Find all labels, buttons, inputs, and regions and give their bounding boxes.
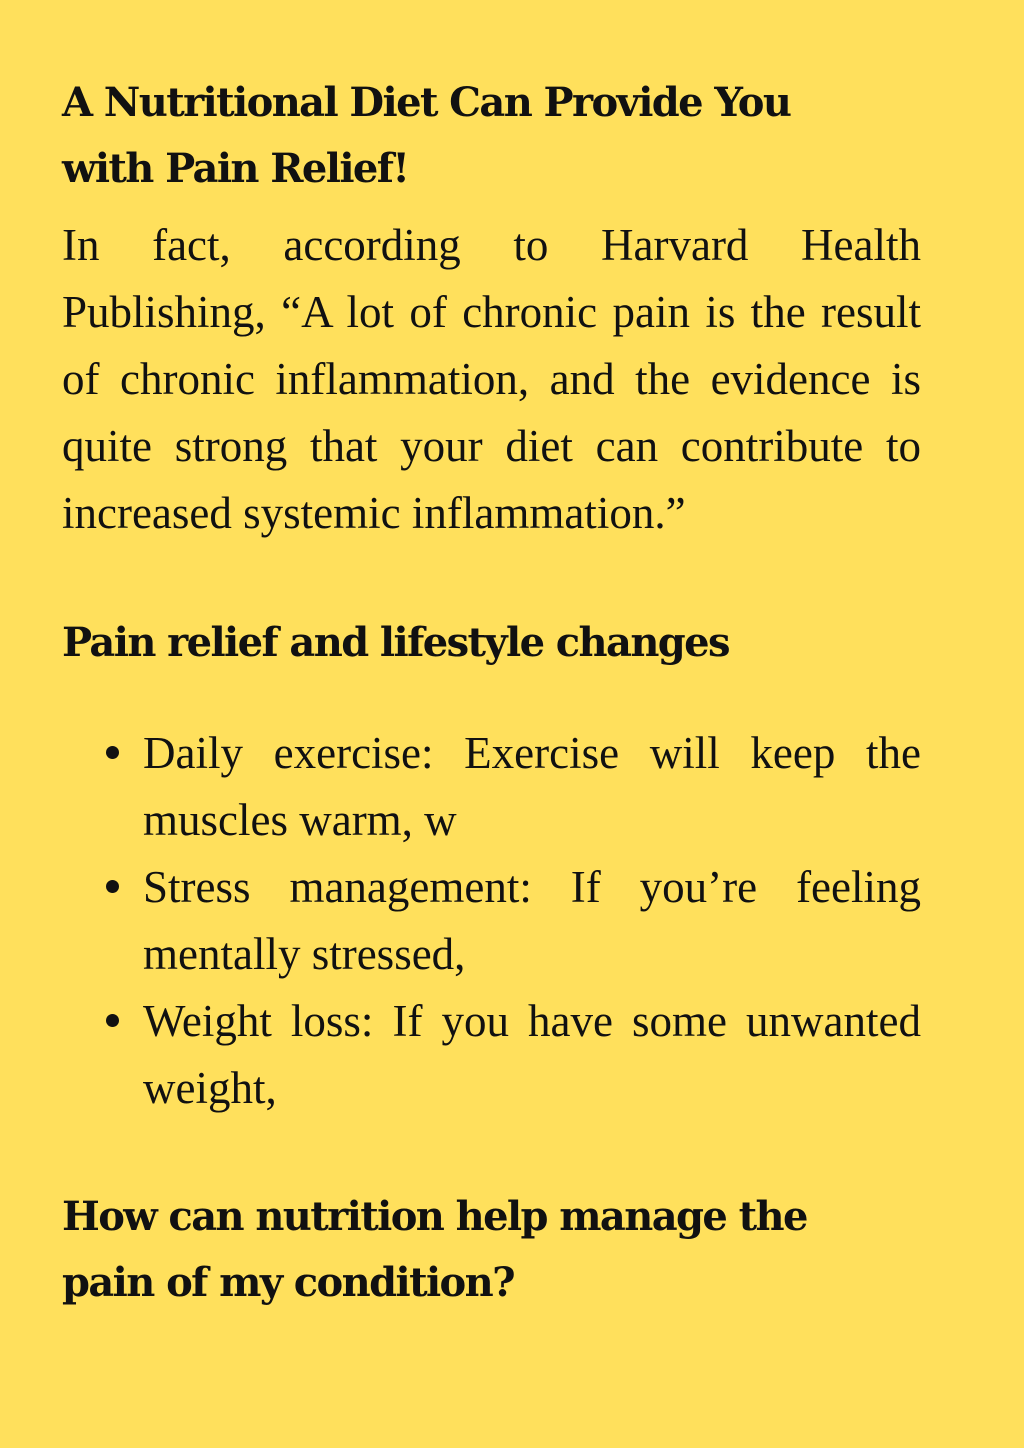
list-item — [62, 988, 921, 1122]
lifestyle-list — [62, 720, 921, 1122]
list-item — [62, 854, 921, 988]
lifestyle-list-container — [62, 720, 921, 1122]
bullet-dot-icon — [106, 746, 119, 759]
list-item-text: Stress management: If you’re feeling mentally stressed, — [143, 862, 921, 979]
heading-lifestyle-changes: Pain relief and lifestyle changes — [62, 619, 729, 666]
list-item-text: Daily exercise: Exercise will keep the muscles warm, w — [143, 728, 921, 845]
bullet-dot-icon — [106, 1014, 119, 1027]
list-item — [62, 720, 921, 854]
bullet-dot-icon — [106, 880, 119, 893]
intro-paragraph: In fact, according to Harvard Health Publishing, “A lot of chronic pain is the result of chronic inflammation, and the evidence is quite strong that your diet can contribute to increased systemic inflammation.” — [62, 220, 921, 538]
heading-nutrition-question: How can nutrition help manage the pain of my condition? — [62, 1193, 807, 1306]
heading-pain-relief-diet: A Nutritional Diet Can Provide You with Pain Relief! — [62, 79, 791, 192]
list-item-text: Weight loss: If you have some unwanted weight, — [143, 996, 921, 1113]
